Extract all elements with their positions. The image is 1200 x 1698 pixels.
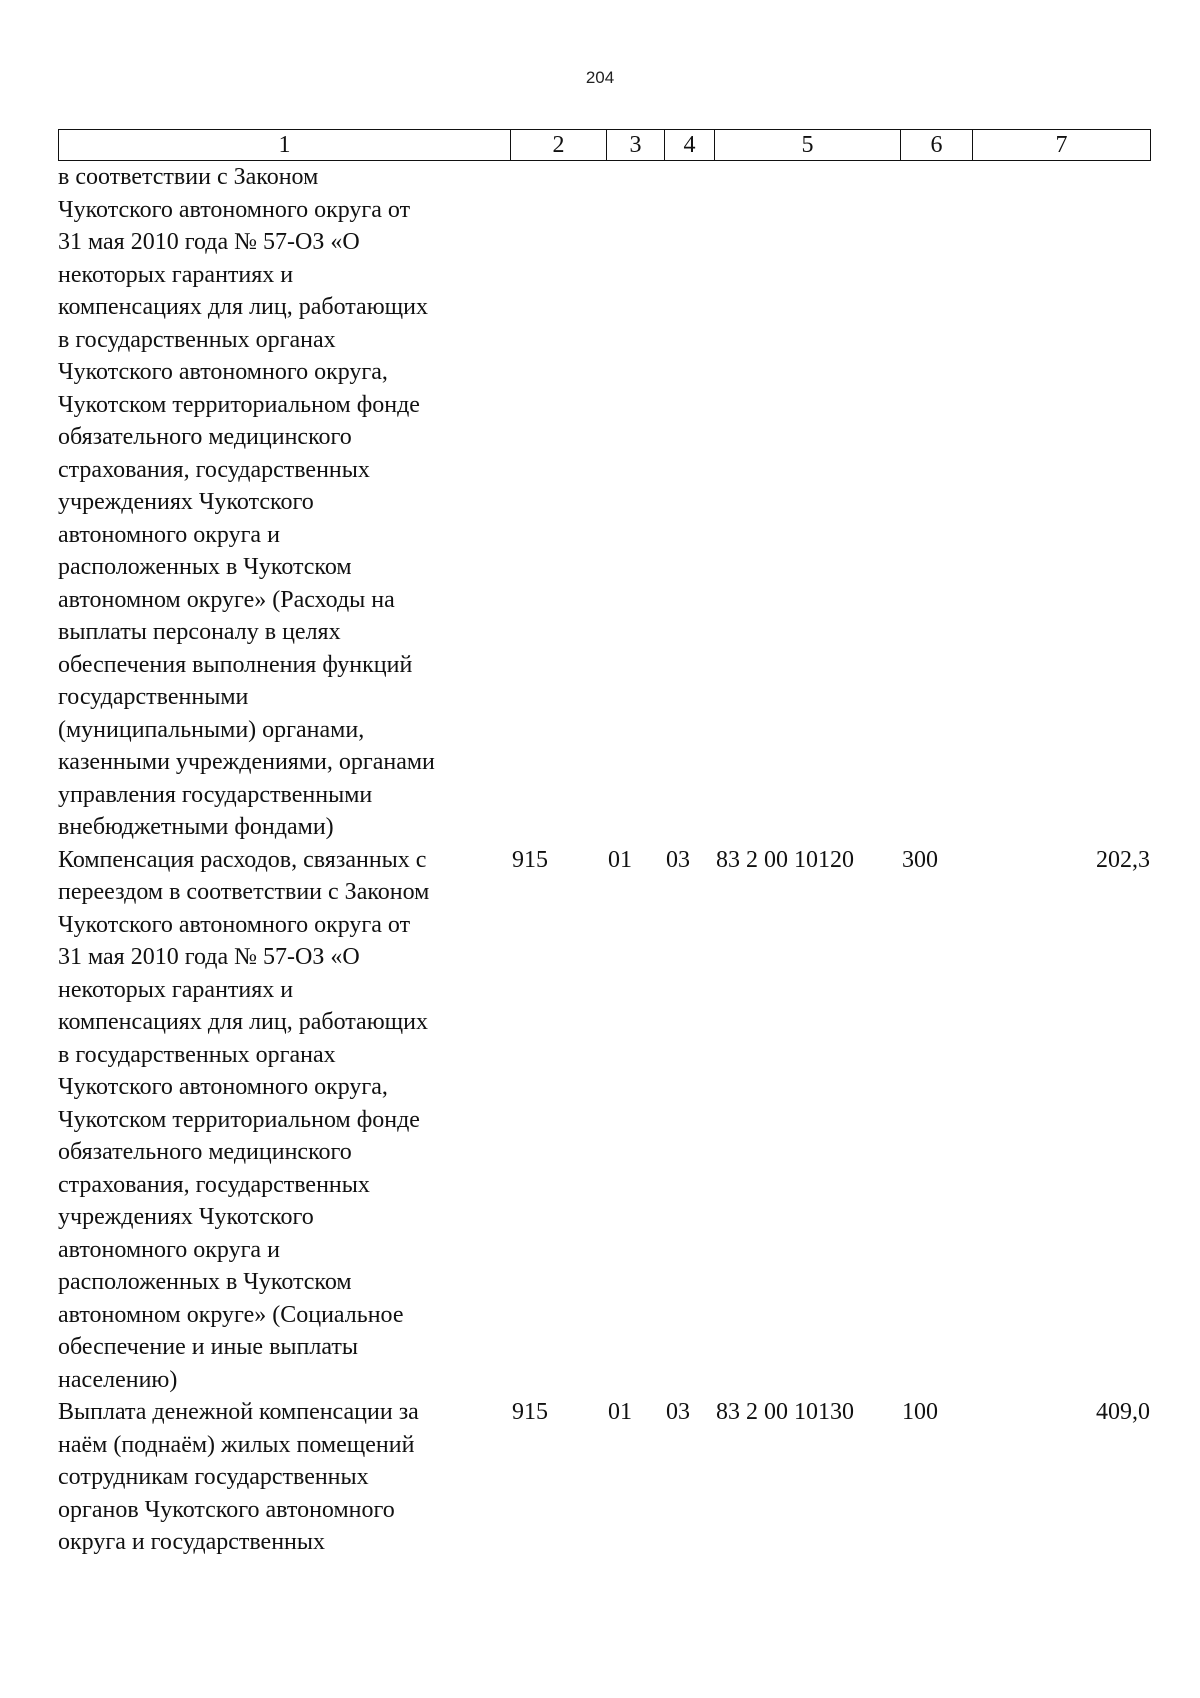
- row-col-5: 83 2 00 10120: [716, 846, 854, 873]
- table-row: [58, 161, 1150, 844]
- row-col-2: 915: [512, 1399, 548, 1425]
- row-description: Компенсация расходов, связанных с переездом в соответствии с Законом Чукотского автономного округа от 31 мая 2010 года № 57-ОЗ «О некоторых гарантиях и компенсациях для лиц, работающих в государственных органах Чукотского автономного округа, Чукотском территориальном фонде обязательного медицинского страхования, государственных учреждениях Чукотского автономного округа и расположенных в Чукотском автономном округе» (Социальное обеспечение и иные выплаты населению): [58, 846, 430, 1393]
- header-cell-2: 2: [511, 130, 607, 161]
- row-col-3: 01: [608, 1399, 632, 1425]
- row-col-5: 83 2 00 10130: [716, 1399, 854, 1425]
- table-row: [58, 844, 1150, 1397]
- table-row: [58, 1396, 1150, 1559]
- table-header: [58, 129, 1151, 161]
- row-col-4: 03: [666, 1399, 690, 1425]
- table-body: [58, 161, 1150, 1559]
- header-cell-7: 7: [973, 130, 1151, 161]
- header-cell-5: 5: [715, 130, 901, 161]
- row-col-6: 100: [902, 1399, 938, 1425]
- page-number: 204: [585, 68, 615, 87]
- header-cell-6: 6: [901, 130, 973, 161]
- row-description: Выплата денежной компенсации за наём (поднаём) жилых помещений сотрудникам государственных органов Чукотского автономного округа и государственных: [58, 1399, 419, 1555]
- row-col-3: 01: [608, 846, 632, 873]
- row-description: в соответствии с Законом Чукотского автономного округа от 31 мая 2010 года № 57-ОЗ «О некоторых гарантиях и компенсациях для лиц, работающих в государственных органах Чукотского автономного округа, Чукотском территориальном фонде обязательного медицинского страхования, государственных учреждениях Чукотского автономного округа и расположенных в Чукотском автономном округе» (Расходы на выплаты персоналу в целях обеспечения выполнения функций государственными (муниципальными) органами, казенными учреждениями, органами управления государственными внебюджетными фондами): [58, 164, 435, 840]
- header-cell-3: 3: [607, 130, 665, 161]
- header-row: [59, 130, 1151, 161]
- header-cell-1: 1: [59, 130, 511, 161]
- row-col-7: 409,0: [1096, 1399, 1150, 1425]
- row-col-6: 300: [902, 846, 938, 873]
- row-col-4: 03: [666, 846, 690, 873]
- row-col-7: 202,3: [1096, 846, 1150, 873]
- header-cell-4: 4: [665, 130, 715, 161]
- row-col-2: 915: [512, 846, 548, 873]
